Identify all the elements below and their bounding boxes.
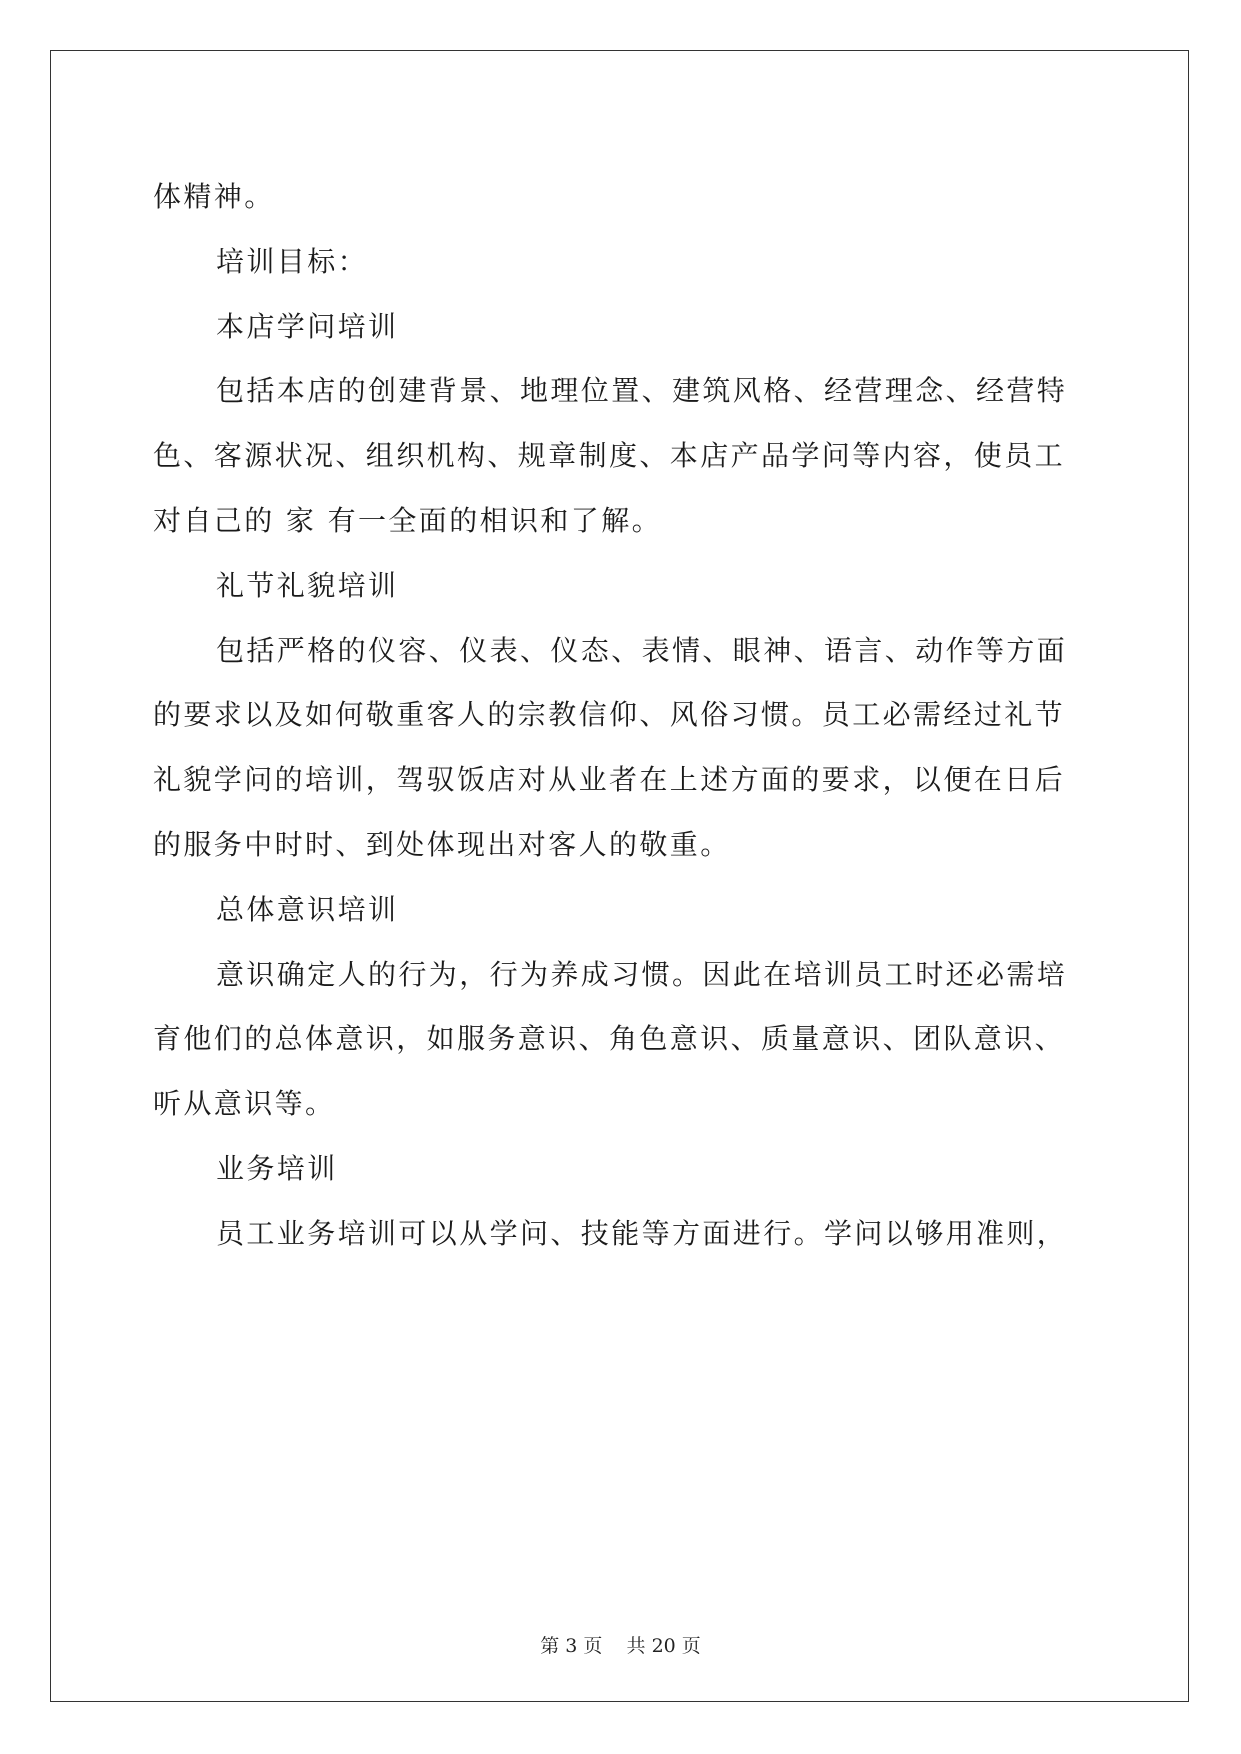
text-line: 意识确定人的行为，行为养成习惯。因此在培训员工时还必需培 (216, 957, 1068, 991)
page-footer (0, 1634, 1241, 1658)
text-line: 育他们的总体意识，如服务意识、角色意识、质量意识、团队意识、 (153, 1022, 1066, 1056)
text-line: 总体意识培训 (216, 892, 399, 926)
text-line: 对自己的 家 有一全面的相识和了解。 (153, 503, 663, 537)
text-line: 听从意识等。 (153, 1087, 336, 1121)
text-line: 本店学问培训 (216, 309, 399, 343)
text-line: 员工业务培训可以从学问、技能等方面进行。学问以够用准则， (216, 1216, 1068, 1250)
text-line: 的服务中时时、到处体现出对客人的敬重。 (153, 827, 731, 861)
page-total: 共 20 页 (626, 1635, 701, 1657)
text-line: 包括严格的仪容、仪表、仪态、表情、眼神、语言、动作等方面 (216, 633, 1068, 667)
text-line: 包括本店的创建背景、地理位置、建筑风格、经营理念、经营特 (216, 374, 1068, 408)
text-line: 礼貌学问的培训，驾驭饭店对从业者在上述方面的要求，以便在日后 (153, 763, 1066, 797)
document-body (153, 165, 1093, 1267)
page-number: 第 3 页 (540, 1635, 603, 1657)
text-line: 礼节礼貌培训 (216, 568, 399, 602)
text-line: 体精神。 (153, 180, 275, 213)
text-line: 的要求以及如何敬重客人的宗教信仰、风俗习惯。员工必需经过礼节 (153, 698, 1066, 732)
text-line: 业务培训 (216, 1151, 338, 1185)
text-line: 培训目标： (216, 244, 369, 278)
text-line: 色、客源状况、组织机构、规章制度、本店产品学问等内容，使员工 (153, 439, 1066, 473)
